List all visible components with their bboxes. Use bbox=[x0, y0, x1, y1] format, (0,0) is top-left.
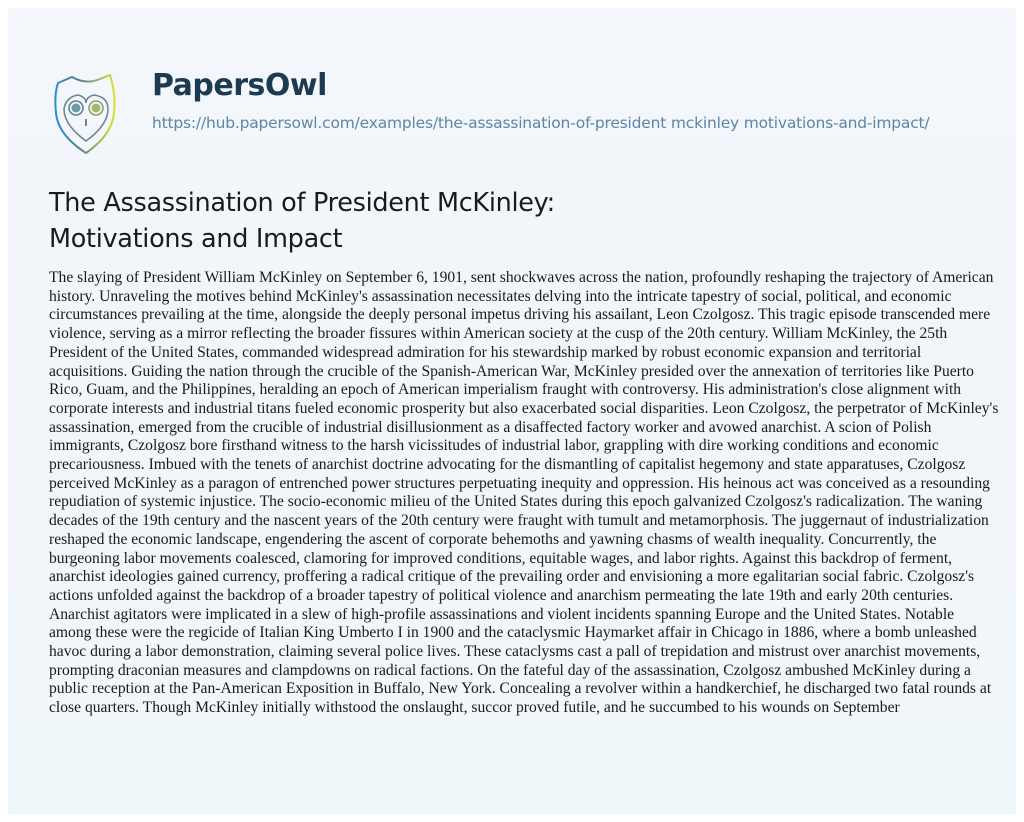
source-url-link[interactable]: https://hub.papersowl.com/examples/the-assassination-of-president mckinley motivations-and-impact/ bbox=[152, 114, 930, 132]
title-line-1: The Assassination of President McKinley: bbox=[49, 188, 555, 218]
header bbox=[48, 66, 1008, 146]
brand-name[interactable]: PapersOwl bbox=[152, 68, 327, 103]
title-line-2: Motivations and Impact bbox=[49, 224, 343, 254]
owl-logo-icon bbox=[48, 73, 124, 157]
page bbox=[8, 8, 1016, 814]
page-title bbox=[49, 185, 949, 257]
article-body: The slaying of President William McKinley on September 6, 1901, sent shockwaves across the nation, profoundly reshaping the trajectory of American history. Unraveling the motives behind McKinley's assassination necessitates delving into the intricate tapestry of social, political, and economic circumstances prevailing at the time, alongside the deeply personal impetus driving his assailant, Leon Czolgosz. This tragic episode transcended mere violence, serving as a mirror reflecting the broader fissures within American society at the cusp of the 20th century. William McKinley, the 25th President of the United States, commanded widespread admiration for his stewardship marked by robust economic expansion and territorial acquisitions. Guiding the nation through the crucible of the Spanish-American War, McKinley presided over the annexation of territories like Puerto Rico, Guam, and the Philippines, heralding an epoch of American imperialism fraught with controversy. His administration's close alignment with corporate interests and industrial titans fueled economic prosperity but also exacerbated social disparities. Leon Czolgosz, the perpetrator of McKinley's assassination, emerged from the crucible of industrial disillusionment as a disaffected factory worker and avowed anarchist. A scion of Polish immigrants, Czolgosz bore firsthand witness to the harsh vicissitudes of industrial labor, grappling with dire working conditions and economic precariousness. Imbued with the tenets of anarchist doctrine advocating for the dismantling of capitalist hegemony and state apparatuses, Czolgosz perceived McKinley as a paragon of entrenched power structures perpetuating inequity and oppression. His heinous act was conceived as a resounding repudiation of systemic injustice. The socio-economic milieu of the United States during this epoch galvanized Czolgosz's radicalization. The waning decades of the 19th century and the nascent years of the 20th century were fraught with tumult and metamorphosis. The juggernaut of industrialization reshaped the economic landscape, engendering the ascent of corporate behemoths and yawning chasms of wealth inequality. Concurrently, the burgeoning labor movements coalesced, clamoring for improved conditions, equitable wages, and labor rights. Against this backdrop of ferment, anarchist ideologies gained currency, proffering a radical critique of the prevailing order and envisioning a more egalitarian social fabric. Czolgosz's actions unfolded against the backdrop of a broader tapestry of political violence and anarchism permeating the late 19th and early 20th centuries. Anarchist agitators were implicated in a slew of high-profile assassinations and violent incidents spanning Europe and the United States. Notable among these were the regicide of Italian King Umberto I in 1900 and the cataclysmic Haymarket affair in Chicago in 1886, where a bomb unleashed havoc during a labor demonstration, claiming several police lives. These cataclysms cast a pall of trepidation and mistrust over anarchist movements, prompting draconian measures and clampdowns on radical factions. On the fateful day of the assassination, Czolgosz ambushed McKinley during a public reception at the Pan-American Exposition in Buffalo, New York. Concealing a revolver within a handkerchief, he discharged two fatal rounds at close quarters. Though McKinley initially withstood the onslaught, succor proved futile, and he succumbed to his wounds on September bbox=[49, 269, 999, 717]
